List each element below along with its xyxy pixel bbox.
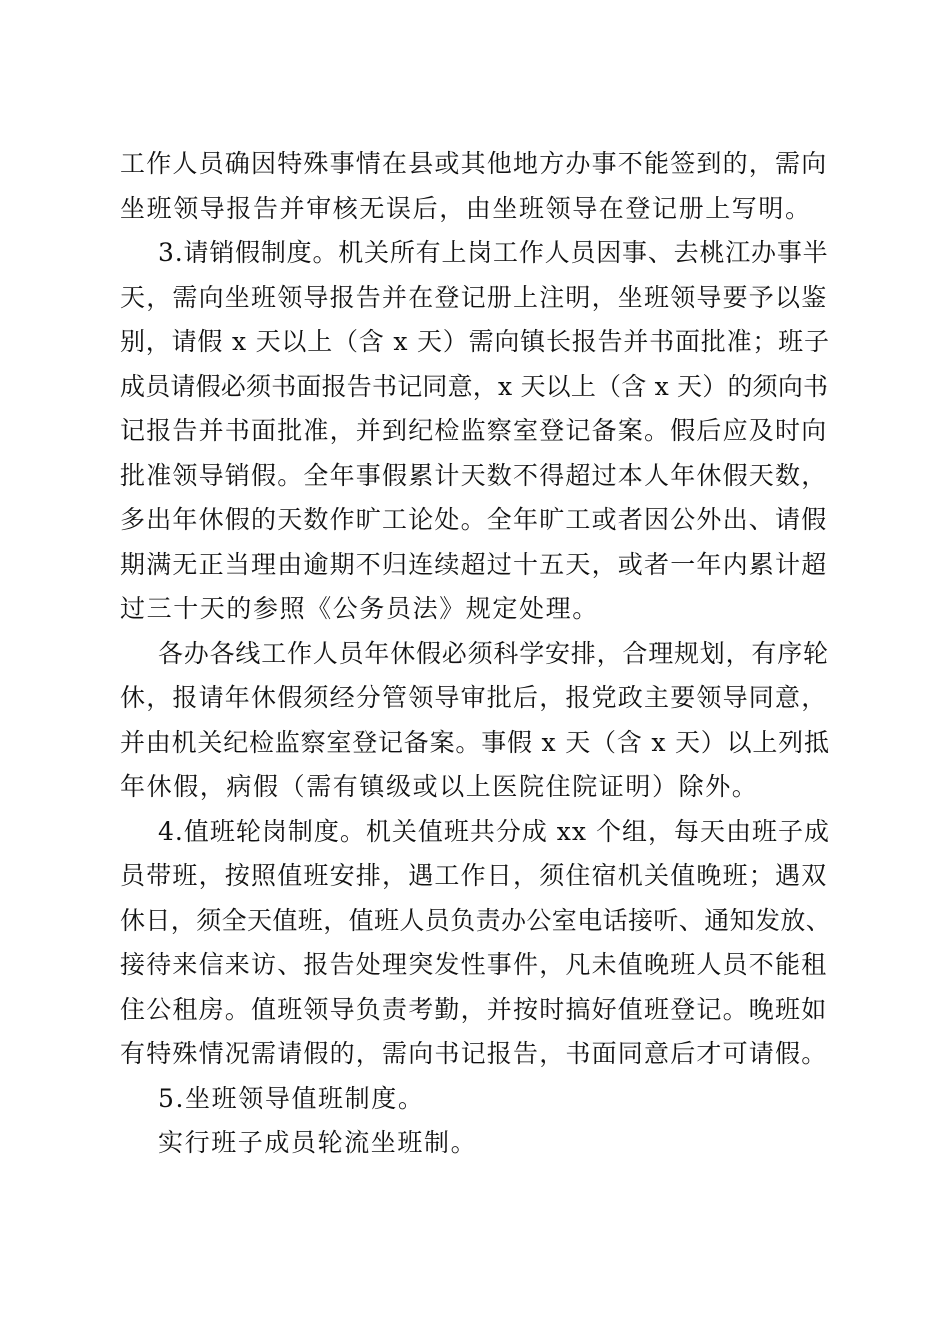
text-line-22: 5.坐班领导值班制度。 — [158, 1083, 425, 1113]
text-line-5: 别，请假 x 天以上（含 x 天）需向镇长报告并书面批准；班子 — [120, 327, 830, 356]
text-line-13: 休，报请年休假须经分管领导审批后，报党政主要领导同意， — [120, 683, 828, 712]
text-line-20: 住公租房。值班领导负责考勤，并按时搞好值班登记。晚班如 — [120, 994, 828, 1024]
text-line-14: 并由机关纪检监察室登记备案。事假 x 天（含 x 天）以上列抵 — [120, 727, 830, 757]
text-line-8: 批准领导销假。全年事假累计天数不得超过本人年休假天数， — [120, 460, 828, 490]
text-line-12: 各办各线工作人员年休假必须科学安排，合理规划，有序轮 — [158, 638, 829, 668]
text-line-3: 3.请销假制度。机关所有上岗工作人员因事、去桃江办事半 — [158, 238, 829, 267]
document-body — [120, 142, 832, 1166]
text-line-7: 记报告并书面批准，并到纪检监察室登记备案。假后应及时向 — [120, 416, 828, 445]
text-line-18: 休日，须全天值班，值班人员负责办公室电话接听、通知发放、 — [120, 905, 832, 935]
text-line-4: 天，需向坐班领导报告并在登记册上注明，坐班领导要予以鉴 — [120, 282, 828, 312]
text-line-19: 接待来信来访、报告处理突发性事件，凡未值晚班人员不能租 — [120, 950, 828, 979]
text-line-10: 期满无正当理由逾期不归连续超过十五天，或者一年内累计超 — [120, 549, 828, 579]
text-line-2: 坐班领导报告并审核无误后，由坐班领导在登记册上写明。 — [120, 193, 812, 223]
text-line-11: 过三十天的参照《公务员法》规定处理。 — [120, 594, 599, 623]
text-line-16: 4.值班轮岗制度。机关值班共分成 xx 个组，每天由班子成 — [158, 816, 830, 846]
text-line-15: 年休假，病假（需有镇级或以上医院住院证明）除外。 — [120, 772, 759, 801]
text-line-9: 多出年休假的天数作旷工论处。全年旷工或者因公外出、请假 — [120, 505, 828, 534]
text-line-23: 实行班子成员轮流坐班制。 — [158, 1128, 478, 1157]
text-line-6: 成员请假必须书面报告书记同意，x 天以上（含 x 天）的须向书 — [120, 371, 829, 401]
text-line-1: 工作人员确因特殊事情在县或其他地方办事不能签到的，需向 — [120, 149, 828, 178]
text-line-21: 有特殊情况需请假的，需向书记报告，书面同意后才可请假。 — [120, 1039, 828, 1068]
text-line-17: 员带班，按照值班安排，遇工作日，须住宿机关值晚班；遇双 — [120, 861, 828, 890]
